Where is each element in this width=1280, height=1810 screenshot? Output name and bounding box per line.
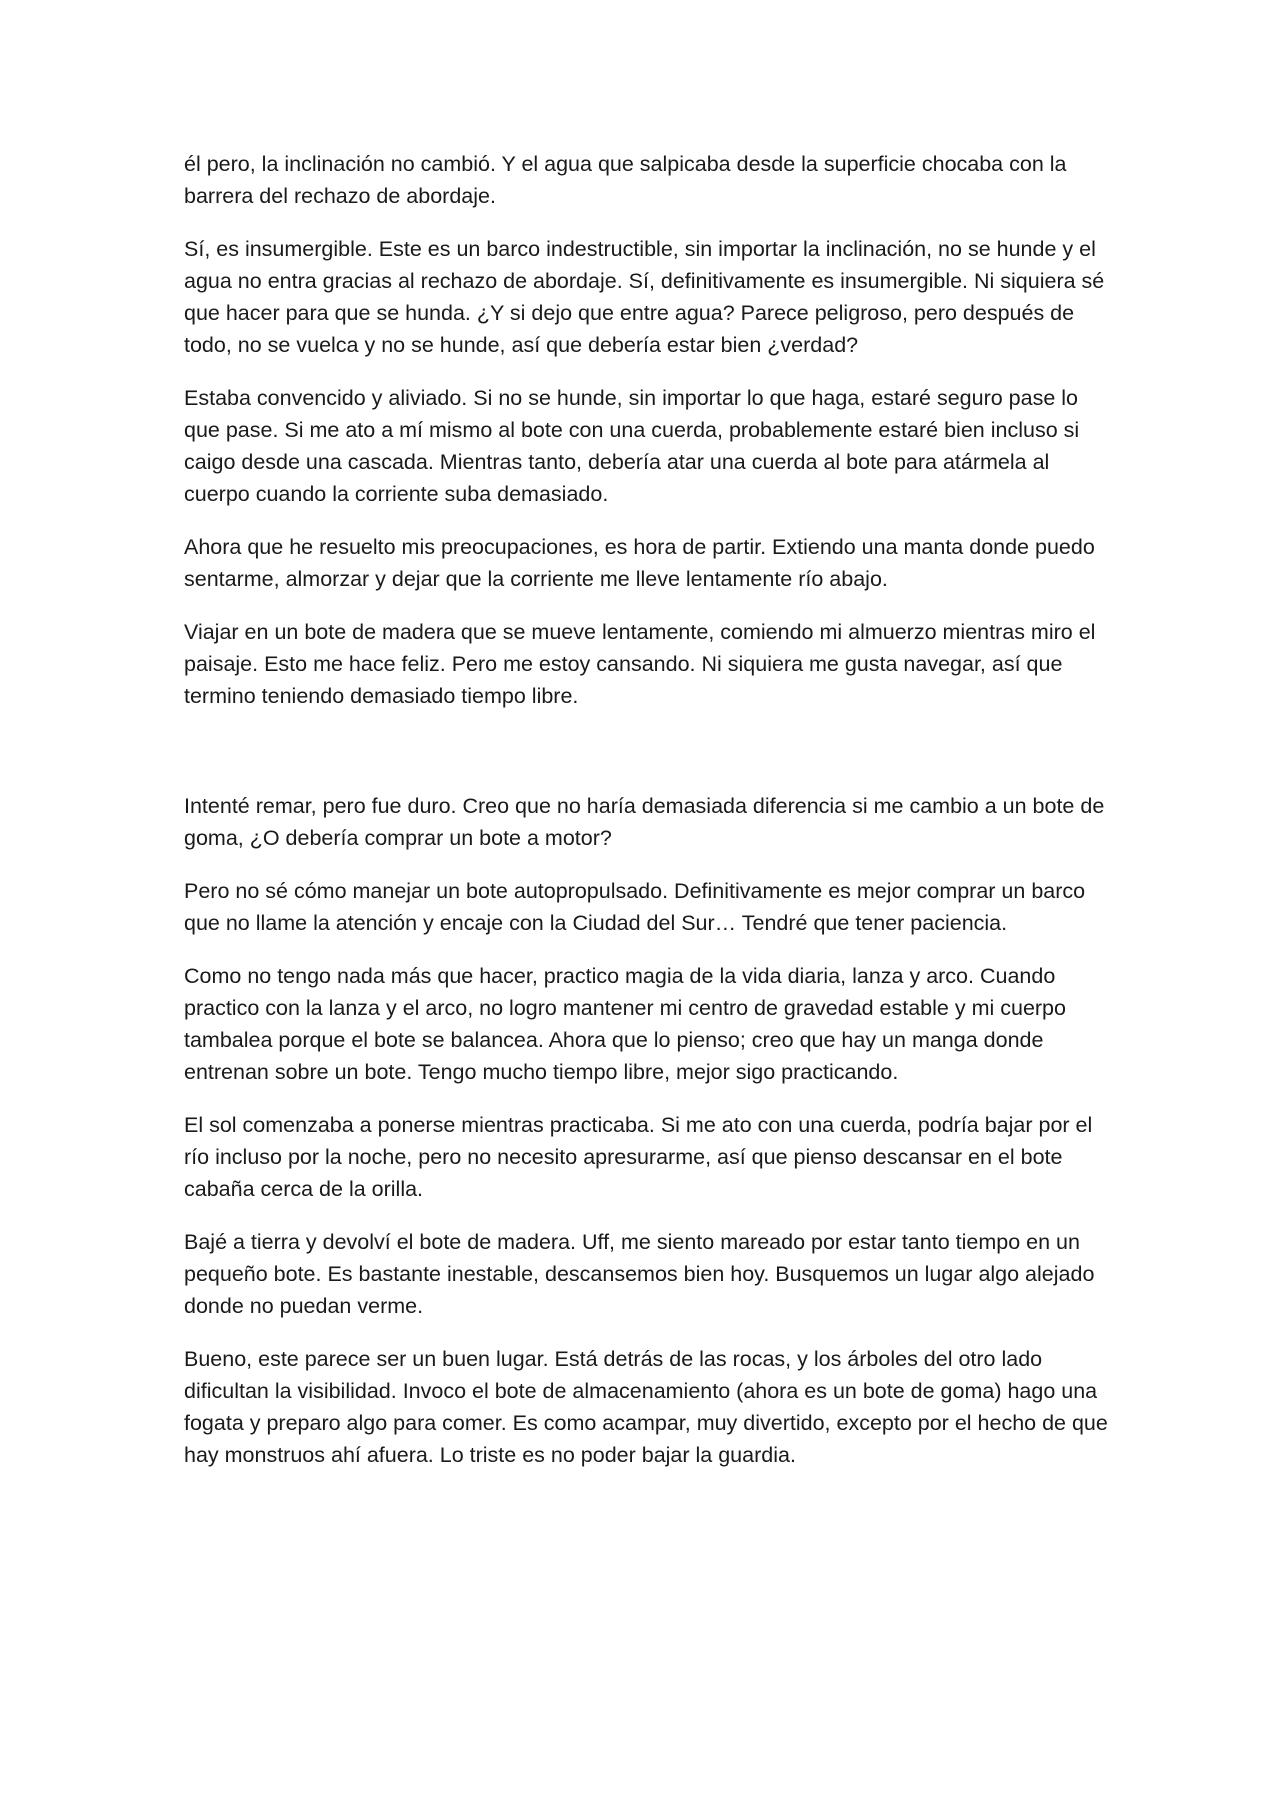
paragraph: Pero no sé cómo manejar un bote autopropulsado. Definitivamente es mejor comprar un barco que no llame la atención y encaje con la Ciudad del Sur… Tendré que tener paciencia. xyxy=(184,879,1086,935)
paragraph: El sol comenzaba a ponerse mientras practicaba. Si me ato con una cuerda, podría bajar por el río incluso por la noche, pero no necesito apresurarme, así que pienso descansar en el bote cabaña cerca de la orilla. xyxy=(184,1113,1093,1201)
paragraph: Bajé a tierra y devolví el bote de madera. Uff, me siento mareado por estar tanto tiempo en un pequeño bote. Es bastante inestable, descansemos bien hoy. Busquemos un lugar algo alejado donde no puedan verme. xyxy=(184,1230,1095,1318)
paragraph: Bueno, este parece ser un buen lugar. Está detrás de las rocas, y los árboles del otro lado dificultan la visibilidad. Invoco el bote de almacenamiento (ahora es un bote de goma) hago una fogata y preparo algo para comer. Es como acampar, muy divertido, excepto por el hecho de que hay monstruos ahí afuera. Lo triste es no poder bajar la guardia. xyxy=(184,1347,1108,1467)
paragraph: Viajar en un bote de madera que se mueve lentamente, comiendo mi almuerzo mientras miro el paisaje. Esto me hace feliz. Pero me estoy cansando. Ni siquiera me gusta navegar, así que termino teniendo demasiado tiempo libre. xyxy=(184,620,1096,708)
paragraph: Ahora que he resuelto mis preocupaciones, es hora de partir. Extiendo una manta donde puedo sentarme, almorzar y dejar que la corriente me lleve lentamente río abajo. xyxy=(184,535,1095,591)
paragraph: Estaba convencido y aliviado. Si no se hunde, sin importar lo que haga, estaré seguro pase lo que pase. Si me ato a mí mismo al bote con una cuerda, probablemente estaré bien incluso si caigo desde una cascada. Mientras tanto, debería atar una cuerda al bote para atármela al cuerpo cuando la corriente suba demasiado. xyxy=(184,386,1080,506)
paragraph: él pero, la inclinación no cambió. Y el agua que salpicaba desde la superficie chocaba con la barrera del rechazo de abordaje. xyxy=(184,152,1067,208)
paragraph: Intenté remar, pero fue duro. Creo que no haría demasiada diferencia si me cambio a un bote de goma, ¿O debería comprar un bote a motor? xyxy=(184,794,1105,850)
document-page xyxy=(184,148,1112,1492)
paragraph: Como no tengo nada más que hacer, practico magia de la vida diaria, lanza y arco. Cuando practico con la lanza y el arco, no logro mantener mi centro de gravedad estable y mi cuerpo tambalea porque el bote se balancea. Ahora que lo pienso; creo que hay un manga donde entrenan sobre un bote. Tengo mucho tiempo libre, mejor sigo practicando. xyxy=(184,964,1066,1084)
paragraph: Sí, es insumergible. Este es un barco indestructible, sin importar la inclinación, no se hunde y el agua no entra gracias al rechazo de abordaje. Sí, definitivamente es insumergible. Ni siquiera sé que hacer para que se hunda. ¿Y si dejo que entre agua? Parece peligroso, pero después de todo, no se vuelca y no se hunde, así que debería estar bien ¿verdad? xyxy=(184,237,1105,357)
